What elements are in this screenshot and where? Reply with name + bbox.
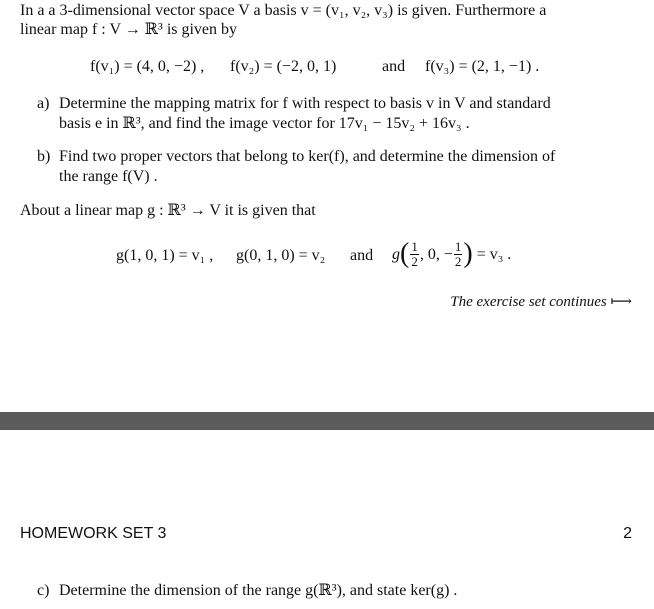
fraction-one-half-1	[410, 240, 419, 269]
page-number: 2	[623, 525, 632, 542]
g-symbol: g	[392, 245, 400, 263]
equation-g-2: g(0, 1, 0) = v₂	[236, 247, 326, 264]
g3-result: = v₃ .	[476, 245, 512, 263]
equation-f-v1: f(v₁) = (4, 0, −2) ,	[90, 58, 205, 75]
fraction-2-denominator: 2	[454, 253, 462, 269]
intro-line-1: In a a 3-dimensional vector space V a basis v = (v₁, v₂, v₃) is given. Furthermore a	[20, 2, 547, 19]
left-paren-icon: (	[400, 238, 410, 269]
page-separator	[0, 412, 654, 430]
fraction-one-half-2	[454, 240, 463, 269]
fraction-1-denominator: 2	[411, 253, 418, 269]
fraction-1-numerator: 1	[411, 238, 418, 254]
part-b-label: b)	[37, 148, 51, 165]
fraction-2-numerator: 1	[454, 238, 462, 254]
g-intro: About a linear map g : ℝ³ → V it is given that	[20, 202, 316, 219]
g3-middle: , 0, −	[419, 245, 453, 263]
equation-g-1: g(1, 0, 1) = v₁ ,	[116, 247, 214, 264]
right-paren-icon: )	[463, 238, 473, 269]
equation-f-v3: f(v₃) = (2, 1, −1) .	[425, 58, 540, 75]
intro-line-2: linear map f : V → ℝ³ is given by	[20, 21, 238, 38]
equation-f-v2: f(v₂) = (−2, 0, 1)	[230, 58, 337, 75]
footer-title: HOMEWORK SET 3	[20, 525, 167, 542]
part-a-line-2: basis e in ℝ³, and find the image vector for 17v₁ − 15v₂ + 16v₃ .	[59, 115, 470, 132]
part-c-line-1: Determine the dimension of the range g(ℝ³), and state ker(g) .	[59, 582, 458, 599]
part-b-line-1: Find two proper vectors that belong to ker(f), and determine the dimension of	[59, 148, 556, 165]
equation-and: and	[382, 58, 406, 75]
part-a-label: a)	[37, 95, 50, 112]
part-a-line-1: Determine the mapping matrix for f with respect to basis v in V and standard	[59, 95, 551, 112]
equation-g-3	[392, 234, 511, 274]
part-c-label: c)	[37, 582, 50, 599]
page-2	[0, 430, 654, 609]
part-b-line-2: the range f(V) .	[59, 168, 158, 185]
equation-g-and: and	[350, 247, 374, 264]
continues-note: The exercise set continues ⟼	[450, 294, 632, 310]
